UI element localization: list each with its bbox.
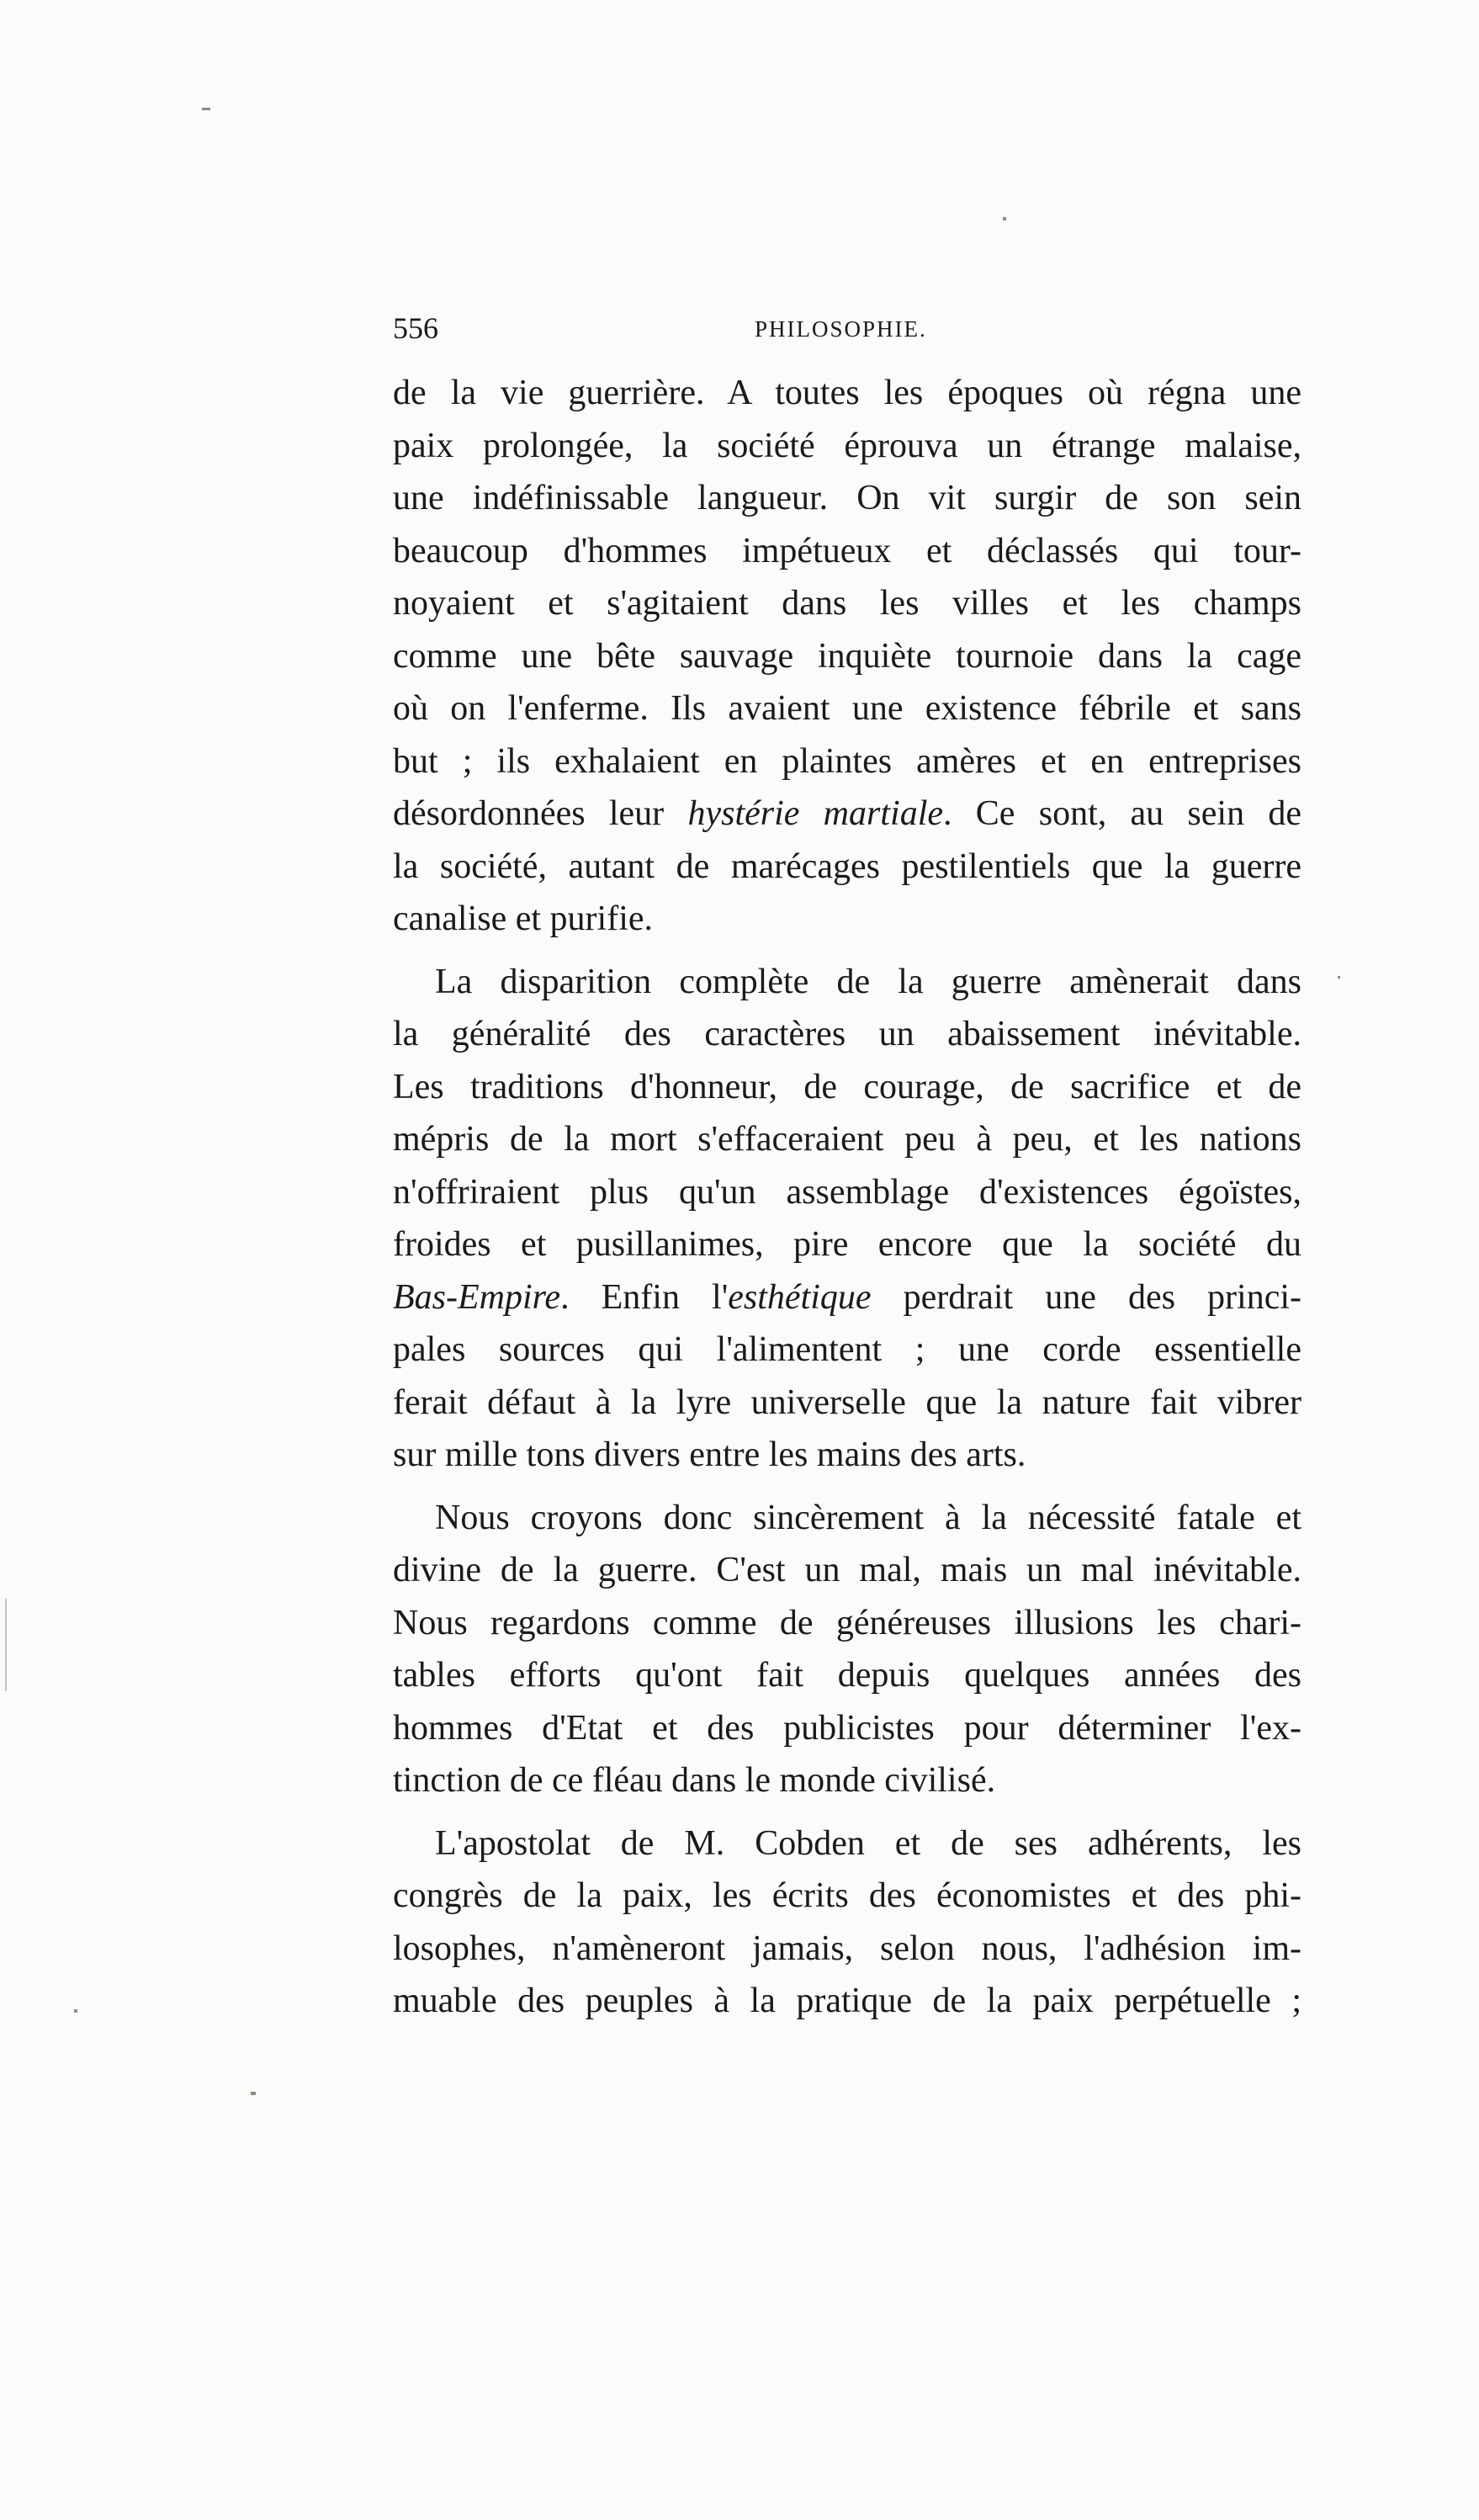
scan-speck [251, 2092, 256, 2095]
text-line: divine de la guerre. C'est un mal, mais un mal inévitable. [393, 1551, 1301, 1589]
text-line: noyaient et s'agitaient dans les villes et les champs [393, 584, 1301, 623]
text-segment: perdrait une des princi- [871, 1277, 1301, 1317]
text-line: losophes, n'amèneront jamais, selon nous, l'adhésion im- [393, 1928, 1301, 1968]
text-line: congrès de la paix, les écrits des économistes et des phi- [393, 1876, 1301, 1915]
text-line: pales sources qui l'alimentent ; une corde essentielle [393, 1330, 1301, 1369]
text-line: sur mille tons divers entre les mains des arts. [393, 1435, 1026, 1474]
text-line: canalise et purifie. [393, 899, 654, 938]
running-title: PHILOSOPHIE. [755, 316, 927, 342]
scan-speck [202, 108, 210, 110]
scan-speck [5, 1599, 7, 1691]
paragraph-1 [393, 367, 1301, 946]
text-line: mépris de la mort s'effaceraient peu à peu, et les nations [393, 1120, 1301, 1159]
paragraph-3 [393, 1492, 1301, 1807]
text-line: paix prolongée, la société éprouva un étrange malaise, [393, 426, 1301, 465]
text-line: comme une bête sauvage inquiète tournoie dans la cage [393, 636, 1301, 676]
scan-speck [74, 2009, 77, 2013]
text-line: la société, autant de marécages pestilentiels que la guerre [393, 846, 1301, 886]
page-number: 556 [393, 311, 438, 345]
text-line: L'apostolat de M. Cobden et de ses adhérents, les [435, 1823, 1301, 1863]
paragraph-4 [393, 1817, 1301, 2028]
running-head [393, 307, 1301, 349]
text-line: la généralité des caractères un abaissement inévitable. [393, 1015, 1301, 1053]
text-line: de la vie guerrière. A toutes les époques où régna une [393, 374, 1301, 412]
text-line: hommes d'Etat et des publicistes pour déterminer l'ex- [393, 1708, 1301, 1748]
text-line: Nous regardons comme de généreuses illusions les chari- [393, 1603, 1301, 1642]
text-line: n'offriraient plus qu'un assemblage d'existences égoïstes, [393, 1172, 1301, 1212]
italic-phrase: Bas-Empire [393, 1277, 561, 1317]
text-line: Les traditions d'honneur, de courage, de sacrifice et de [393, 1067, 1301, 1106]
text-line [393, 1271, 1301, 1324]
text-line: but ; ils exhalaient en plaintes amères et en entreprises [393, 741, 1301, 781]
text-line: ferait défaut à la lyre universelle que la nature fait vibrer [393, 1382, 1301, 1422]
text-line: une indéfinissable langueur. On vit surgir de son sein [393, 479, 1301, 517]
text-line: où on l'enferme. Ils avaient une existence fébrile et sans [393, 689, 1301, 728]
text-line: La disparition complète de la guerre amènerait dans [435, 962, 1301, 1001]
italic-phrase: esthétique [728, 1277, 872, 1317]
text-line: tables efforts qu'ont fait depuis quelques années des [393, 1656, 1301, 1695]
paragraph-2 [393, 956, 1301, 1482]
text-segment: désordonnées leur [393, 794, 688, 833]
text-line: beaucoup d'hommes impétueux et déclassés qui tour- [393, 531, 1301, 570]
text-segment: . Ce sont, au sein de [943, 794, 1301, 833]
text-line: Nous croyons donc sincèrement à la nécessité fatale et [435, 1498, 1301, 1537]
text-line: froides et pusillanimes, pire encore que la société du [393, 1225, 1301, 1264]
text-line: tinction de ce fléau dans le monde civilisé. [393, 1761, 996, 1800]
text-line: muable des peuples à la pratique de la paix perpétuelle ; [393, 1982, 1301, 2020]
text-line [393, 788, 1301, 841]
italic-phrase: hystérie martiale [687, 794, 944, 833]
body-text [393, 367, 1301, 2028]
text-segment: . Enfin l' [560, 1277, 729, 1317]
scan-speck [1338, 976, 1340, 979]
scan-speck [1003, 217, 1006, 220]
